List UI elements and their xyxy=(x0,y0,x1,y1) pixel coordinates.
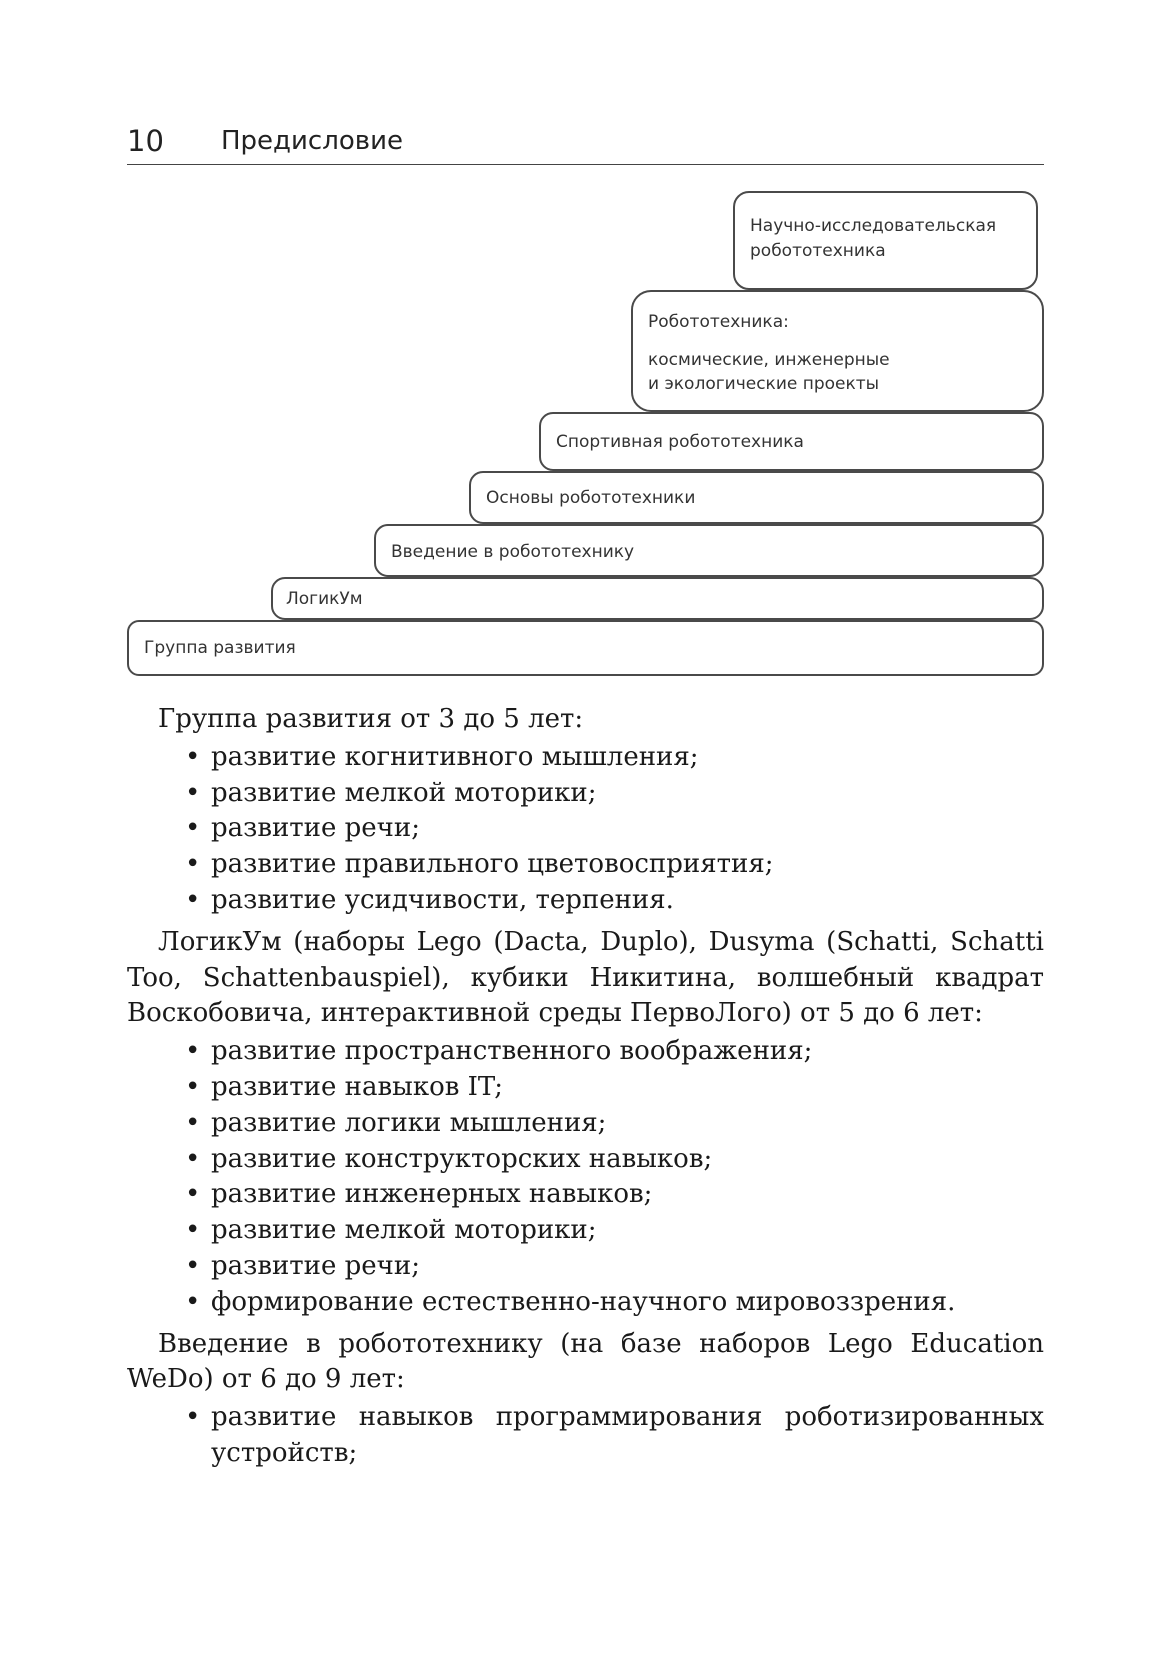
step-label: и экологические проекты xyxy=(648,374,880,394)
step-sport-robotics xyxy=(539,412,1044,471)
step-logikum xyxy=(271,577,1044,620)
step-robotics-basics xyxy=(469,471,1044,524)
step-label: робототехника xyxy=(750,241,886,261)
step-label: ЛогикУм xyxy=(286,589,363,609)
list-item: • развитие логики мышления; xyxy=(185,1107,607,1138)
list-item: • формирование естественно-научного мировоззрения. xyxy=(185,1286,956,1317)
bullet-list xyxy=(127,740,1044,919)
page-number: 10 xyxy=(127,124,164,158)
list-item: • развитие мелкой моторики; xyxy=(185,777,597,808)
list-item: • развитие инженерных навыков; xyxy=(185,1179,653,1210)
list-item: • развитие речи; xyxy=(185,813,420,844)
step-development-group xyxy=(127,620,1044,676)
step-label: Научно-исследовательская xyxy=(750,216,997,236)
list-item: • развитие речи; xyxy=(185,1250,420,1281)
step-intro-robotics xyxy=(374,524,1044,577)
stair-diagram xyxy=(0,0,1166,700)
body-text xyxy=(127,702,1044,1472)
step-label: Основы робототехники xyxy=(486,488,696,508)
step-research-robotics xyxy=(733,191,1038,290)
step-label: Спортивная робототехника xyxy=(556,432,804,452)
step-label: Введение в робототехнику xyxy=(391,542,635,562)
list-item: • развитие конструкторских навыков; xyxy=(185,1143,713,1174)
list-item: • развитие когнитивного мышления; xyxy=(185,741,699,772)
step-label: космические, инженерные xyxy=(648,350,890,370)
list-item: • развитие пространственного воображения; xyxy=(185,1036,813,1067)
list-item: • развитие навыков программирования роботизированных устройств; xyxy=(185,1402,1044,1468)
section-intro: ЛогикУм (наборы Lego (Dacta, Duplo), Dusyma (Schatti, Schatti Too, Schattenbauspiel), кубики Никитина, волшебный квадрат Воскобовича, интерактивной среды ПервоЛого) от 5 до 6 лет: xyxy=(127,926,1044,1029)
bullet-list xyxy=(127,1034,1044,1320)
section-intro: Введение в робототехнику (на базе наборов Lego Education WeDo) от 6 до 9 лет: xyxy=(127,1328,1044,1395)
list-item: • развитие мелкой моторики; xyxy=(185,1215,597,1246)
list-item: • развитие усидчивости, терпения. xyxy=(185,884,674,915)
bullet-list xyxy=(127,1400,1044,1472)
list-item: • развитие навыков IT; xyxy=(185,1071,504,1102)
step-label: Робототехника: xyxy=(648,312,789,332)
step-label: Группа развития xyxy=(144,638,296,658)
step-projects-robotics xyxy=(631,290,1044,412)
list-item: • развитие правильного цветовосприятия; xyxy=(185,849,774,880)
section-intro: Группа развития от 3 до 5 лет: xyxy=(158,704,584,734)
running-title: Предисловие xyxy=(221,126,403,156)
